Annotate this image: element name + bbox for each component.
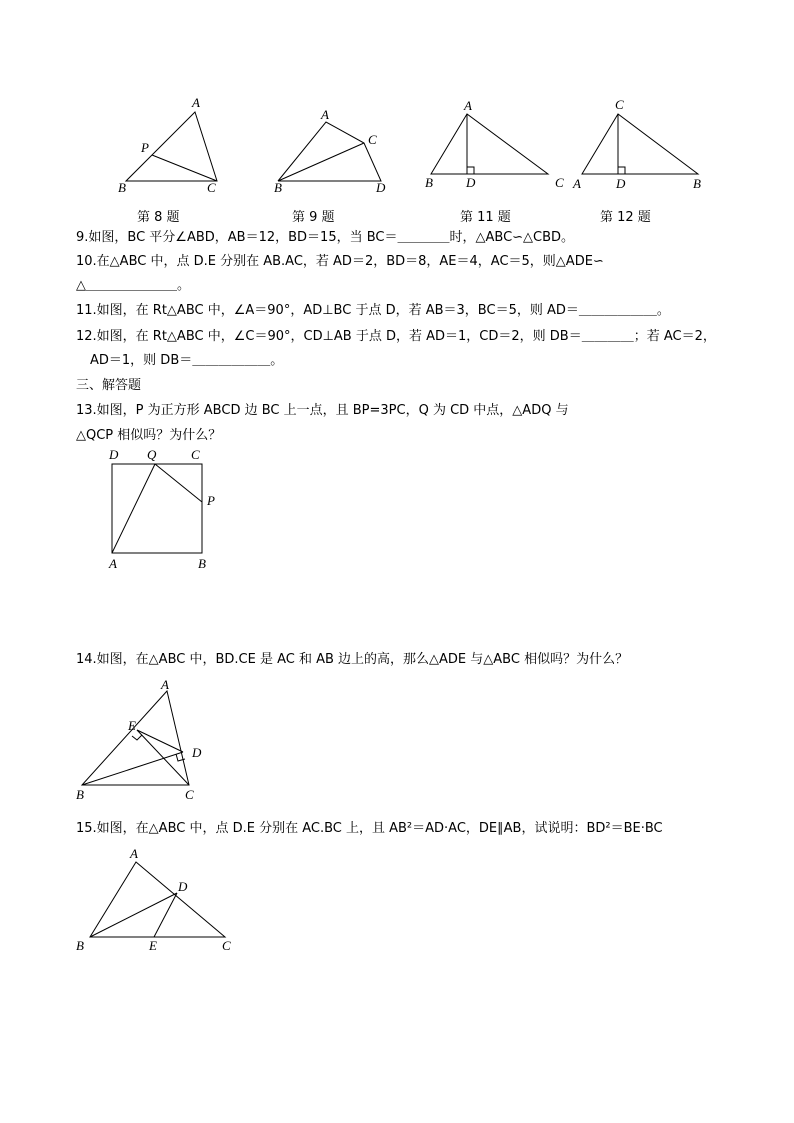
question-10-line-2: △＿＿＿＿＿＿＿。: [76, 278, 190, 293]
fig15-segment-de: [154, 893, 177, 937]
fig11-right-angle-mark: [467, 167, 474, 174]
fig11-label-c: C: [555, 175, 564, 190]
fig14-label-b: B: [76, 787, 84, 802]
fig13-label-b: B: [198, 556, 206, 571]
fig14-triangle-abc: [82, 691, 189, 785]
figure-14: [70, 675, 220, 805]
fig9-label-c: C: [368, 132, 377, 147]
fig9-label-d: D: [376, 180, 386, 195]
fig15-label-c: C: [222, 938, 231, 953]
fig13-segment-qp: [155, 464, 202, 502]
fig15-label-a: A: [130, 846, 138, 861]
fig15-label-e: E: [149, 938, 157, 953]
fig13-label-q: Q: [147, 447, 157, 462]
fig14-label-a: A: [161, 677, 169, 692]
fig14-label-d: D: [192, 745, 202, 760]
fig12-label-a: A: [573, 176, 581, 191]
figure-8: [110, 92, 230, 197]
question-12-line-1: 12.如图，在 Rt△ABC 中，∠C＝90°，CD⊥AB 于点 D，若 AD＝1，CD＝2，则 DB＝＿＿＿＿；若 AC＝2，: [76, 329, 716, 344]
fig8-label-b: B: [118, 180, 126, 195]
fig8-label-c: C: [207, 180, 216, 195]
fig15-label-d: D: [178, 879, 188, 894]
fig11-label-b: B: [425, 175, 433, 190]
caption-figure-8: 第 8 题: [137, 210, 180, 225]
fig13-label-c: C: [191, 447, 200, 462]
fig8-triangle-abc: [126, 112, 217, 181]
figure-9: [268, 100, 398, 200]
fig12-triangle-abc: [582, 114, 698, 174]
caption-figure-12: 第 12 题: [600, 210, 651, 225]
fig12-right-angle-mark: [618, 167, 625, 174]
fig14-label-c: C: [185, 787, 194, 802]
fig14-segment-ed: [137, 730, 183, 752]
figure-11: [420, 96, 580, 196]
fig9-segment-bc: [278, 143, 364, 181]
fig11-label-a: A: [464, 98, 472, 113]
fig13-square-abcd: [112, 464, 202, 553]
fig13-segment-aq: [112, 464, 155, 553]
fig8-segment-pc: [152, 155, 217, 181]
fig14-altitude-ce: [137, 730, 189, 785]
fig13-label-a: A: [109, 556, 117, 571]
question-10-line-1: 10.在△ABC 中，点 D.E 分别在 AB.AC，若 AD＝2，BD＝8，AE＝4，AC＝5，则△ADE∽: [76, 254, 604, 269]
fig9-label-a: A: [321, 107, 329, 122]
figure-12: [568, 96, 718, 196]
caption-figure-9: 第 9 题: [292, 210, 335, 225]
question-13-line-1: 13.如图，P 为正方形 ABCD 边 BC 上一点，且 BP=3PC，Q 为 CD 中点，△ADQ 与: [76, 403, 569, 418]
fig8-label-a: A: [192, 95, 200, 110]
fig11-triangle-abc: [431, 114, 548, 174]
section-heading-answers: 三、解答题: [76, 378, 142, 393]
fig12-label-c: C: [615, 97, 624, 112]
question-15: 15.如图，在△ABC 中，点 D.E 分别在 AC.BC 上，且 AB²＝AD·AC，DE∥AB，试说明：BD²＝BE·BC: [76, 821, 663, 836]
fig13-label-p: P: [207, 493, 215, 508]
question-14: 14.如图，在△ABC 中，BD.CE 是 AC 和 AB 边上的高，那么△ADE 与△ABC 相似吗？为什么？: [76, 652, 629, 667]
question-11: 11.如图，在 Rt△ABC 中，∠A＝90°，AD⊥BC 于点 D，若 AB＝3，BC＝5，则 AD＝＿＿＿＿＿＿。: [76, 303, 670, 318]
question-13-line-2: △QCP 相似吗？为什么？: [76, 428, 222, 443]
fig12-label-b: B: [693, 176, 701, 191]
fig14-label-e: E: [128, 718, 136, 733]
fig8-label-p: P: [141, 140, 149, 155]
fig12-label-d: D: [616, 176, 626, 191]
figure-13: [100, 444, 230, 574]
caption-figure-11: 第 11 题: [460, 210, 511, 225]
fig11-label-d: D: [466, 175, 476, 190]
fig15-label-b: B: [76, 938, 84, 953]
fig15-triangle-abc: [90, 862, 225, 937]
fig9-label-b: B: [274, 180, 282, 195]
fig9-outline: [278, 122, 381, 181]
fig13-label-d: D: [109, 447, 119, 462]
fig14-right-angle-mark-e: [132, 735, 142, 740]
question-12-line-2: AD＝1，则 DB＝＿＿＿＿＿＿。: [90, 353, 284, 368]
question-9: 9.如图，BC 平分∠ABD，AB＝12，BD＝15，当 BC＝＿＿＿＿时，△ABC∽△CBD。: [76, 230, 575, 245]
figure-15: [70, 843, 250, 958]
